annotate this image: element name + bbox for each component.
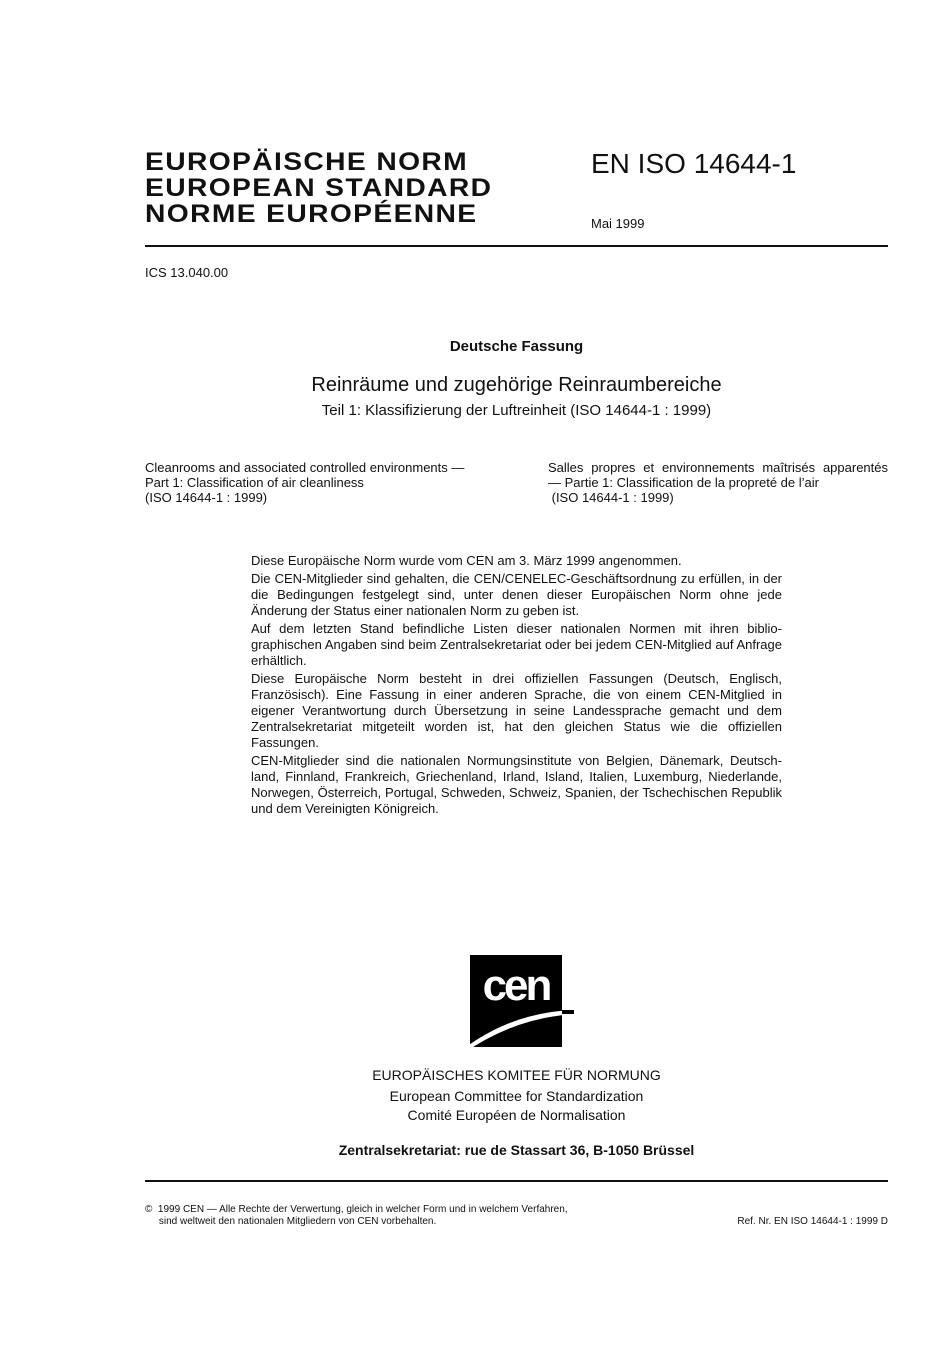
paragraph: Diese Europäische Norm besteht in drei offiziellen Fassungen (Deutsch, Englisch, Französisch). Eine Fassung in einer anderen Sprache, die von einem CEN-Mitglied in eigener Verantwortung durch Übersetzung in seine Landessprache gemacht und dem Zentralsekretariat mitgeteilt worden ist, hat den gleichen Status wie die offiziellen Fassungen. [251,671,782,750]
title-french-line: (ISO 14644-1 : 1999) [548,490,674,505]
ics-code: ICS 13.040.00 [145,265,229,280]
norm-title-de: EUROPÄISCHE NORM [145,148,469,176]
title-french-line: — Partie 1: Classification de la propreté de l’air [548,475,819,490]
title-english-line: (ISO 14644-1 : 1999) [145,490,268,505]
standard-number: EN ISO 14644-1 [591,148,797,179]
version-label: Deutsche Fassung [449,338,584,355]
title-french-line: Salles propres et environnements maîtrisés apparentés [548,460,888,475]
organization-english: European Committee for Standardization [389,1088,644,1104]
title-english-line: Cleanrooms and associated controlled environments — [145,460,465,475]
paragraph: Diese Europäische Norm wurde vom CEN am 3. März 1999 angenommen. [251,553,682,568]
paragraph: Die CEN-Mitglieder sind gehalten, die CEN/CENELEC-Geschäftsordnung zu erfüllen, in der die Bedingungen festgelegt sind, unter denen dieser Europäischen Norm ohne jede Änderung der Status einer nationalen Norm zu geben ist. [251,571,782,618]
publication-date: Mai 1999 [591,216,645,231]
footer-divider [145,1180,888,1182]
reference-number: Ref. Nr. EN ISO 14644-1 : 1999 D [737,1216,888,1227]
paragraph: Auf dem letzten Stand befindliche Listen dieser nationalen Normen mit ihren biblio-graphischen Angaben sind beim Zentralsekretariat oder bei jedem CEN-Mitglied auf Anfrage erhältlich. [251,621,782,668]
header-divider [145,245,888,247]
title-german: Reinräume und zugehörige Reinraumbereiche [311,374,722,396]
title-french [548,460,888,505]
organization-french: Comité Européen de Normalisation [407,1107,626,1123]
title-english-line: Part 1: Classification of air cleanliness [145,475,364,490]
title-english [145,460,485,505]
norm-title-block [145,149,492,227]
copyright-line: sind weltweit den nationalen Mitgliedern von CEN vorbehalten. [145,1216,437,1227]
copyright-notice [145,1204,568,1228]
organization-german: EUROPÄISCHES KOMITEE FÜR NORMUNG [372,1067,661,1083]
subtitle-german: Teil 1: Klassifizierung der Luftreinheit (ISO 14644-1 : 1999) [321,402,712,419]
secretariat-address: Zentralsekretariat: rue de Stassart 36, B-1050 Brüssel [338,1142,695,1158]
cen-logo [462,950,582,1060]
norm-title-fr: NORME EUROPÉENNE [145,200,478,228]
logo-text: cen [482,961,550,1010]
adoption-notice [251,553,782,819]
paragraph: CEN-Mitglieder sind die nationalen Normungsinstitute von Belgien, Dänemark, Deutsch-land, Finnland, Frankreich, Griechenland, Irland, Island, Italien, Luxemburg, Niederlande, Norwegen, Österreich, Portugal, Schweden, Schweiz, Spanien, der Tschechischen Republik und dem Vereinigten Königreich. [251,753,782,816]
norm-title-en: EUROPEAN STANDARD [145,174,493,202]
copyright-line: © 1999 CEN — Alle Rechte der Verwertung, gleich in welcher Form und in welchem Verfahren, [145,1204,568,1215]
